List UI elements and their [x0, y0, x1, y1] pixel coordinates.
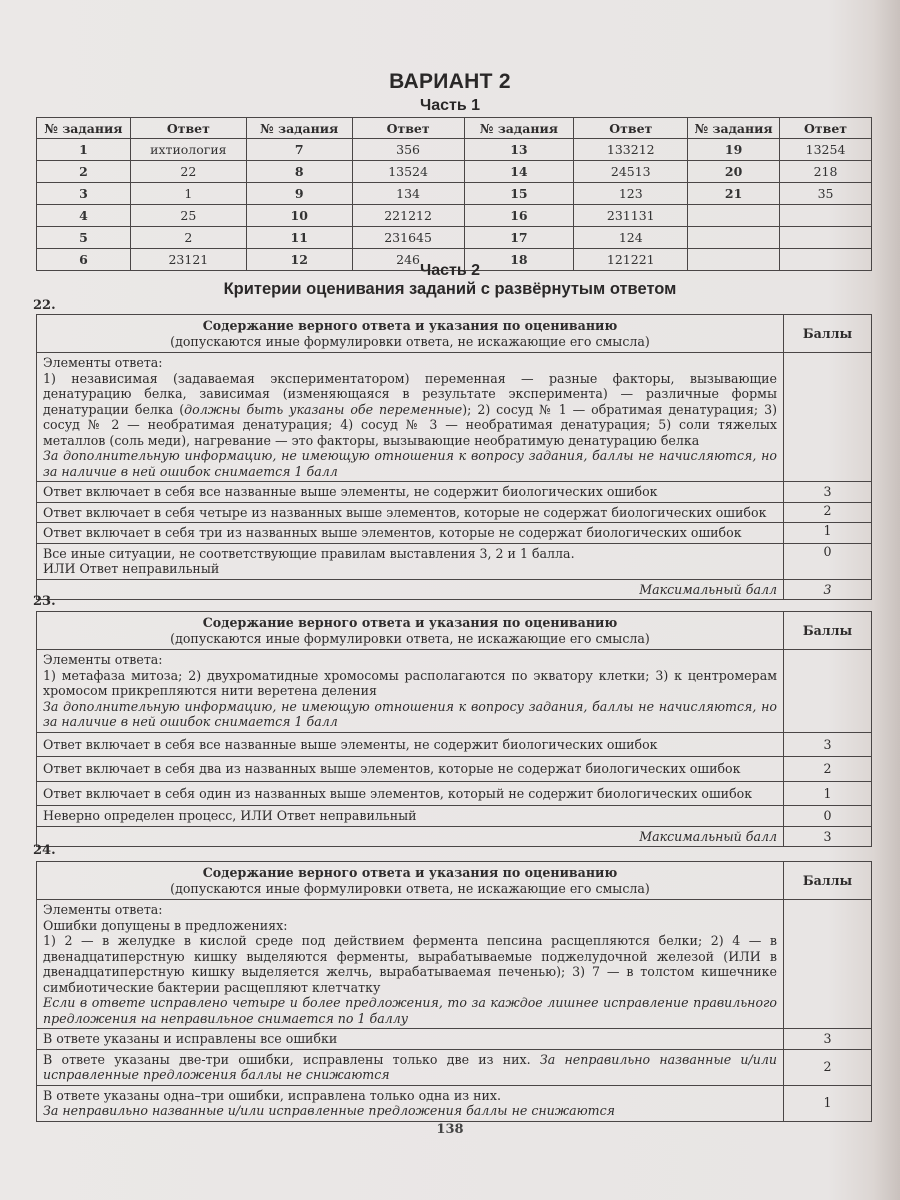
- score-text: Все иные ситуации, не соответствующие правилам выставления 3, 2 и 1 балла.: [43, 545, 575, 561]
- answer-cell: 218: [780, 161, 872, 183]
- answer-cell: 356: [352, 139, 464, 161]
- task-number-cell: 9: [246, 183, 352, 205]
- answer-cell: 35: [780, 183, 872, 205]
- answers-row: [37, 161, 872, 183]
- score-points: 0: [784, 543, 872, 579]
- score-row: [37, 1085, 872, 1121]
- max-score-points: 3: [784, 579, 872, 600]
- score-text-italic: За неправильно названные и/или исправленные предложения баллы не снижаются: [43, 1103, 616, 1118]
- score-points: 2: [784, 502, 872, 523]
- grading-note: За дополнительную информацию, не имеющую отношения к вопросу задания, баллы не начисляются, но за наличие в ней ошибок снимается 1 балл: [43, 698, 777, 729]
- answer-cell: 231131: [574, 205, 688, 227]
- column-header: Ответ: [780, 118, 872, 139]
- grading-note: Если в ответе исправлено четыре и более предложения, то за каждое лишнее исправление правильного предложения на неправильное снимается по 1 баллу: [43, 995, 777, 1026]
- max-score-label: Максимальный балл: [37, 579, 784, 600]
- score-points: 3: [784, 1029, 872, 1050]
- answer-cell: 134: [352, 183, 464, 205]
- task-number-cell: 1: [37, 139, 131, 161]
- column-header: № задания: [688, 118, 780, 139]
- points-header: Баллы: [784, 315, 872, 353]
- part1-title: Часть 1: [419, 97, 481, 114]
- score-points: 2: [784, 757, 872, 782]
- score-description: Ответ включает в себя все названные выше элементы, не содержит биологических ошибок: [37, 482, 784, 503]
- task-number: 24.: [33, 843, 56, 858]
- task-number-cell: 12: [246, 249, 352, 271]
- score-description: Ответ включает в себя три из названных выше элементов, которые не содержат биологических ошибок: [37, 523, 784, 544]
- answer-cell: 221212: [352, 205, 464, 227]
- max-score-points: 3: [784, 826, 872, 847]
- criteria-header-row: [37, 862, 872, 900]
- content-header: [37, 862, 784, 900]
- answers-row: [37, 205, 872, 227]
- score-row: [37, 482, 872, 503]
- content-header-note: (допускаются иные формулировки ответа, не искажающие его смысла): [170, 880, 650, 896]
- elements-text: 1) независимая (задаваемая экспериментатором) переменная — разные факторы, вызывающие денатурацию белка, зависимая (изменяющаяся в результате эксперимента) — различные формы денатурации белка (: [43, 370, 777, 417]
- score-description: Ответ включает в себя один из названных выше элементов, который не содержит биологических ошибок: [37, 781, 784, 806]
- score-row: [37, 1029, 872, 1050]
- elements-body: 1) 2 — в желудке в кислой среде под действием фермента пепсина расщепляются белки; 2) 4 — в двенадцатиперстную кишку выделяются ферменты, вырабатываемые поджелудочной железой (ИЛИ в двенадцатиперстную кишку выделяется желчь, вырабатываемая печенью); 3) 7 — в толстом кишечнике симбиотические бактерии расщепляют клетчатку: [43, 933, 777, 995]
- task-number-cell: 2: [37, 161, 131, 183]
- errors-label: Ошибки допущены в предложениях:: [43, 917, 288, 933]
- column-header: Ответ: [574, 118, 688, 139]
- answer-cell: 22: [130, 161, 246, 183]
- score-points: 1: [784, 523, 872, 544]
- part2-title: Часть 2: [419, 262, 481, 279]
- answer-cell: 23121: [130, 249, 246, 271]
- content-header-title: Содержание верного ответа и указания по оцениванию: [202, 615, 618, 630]
- criteria-table-24: [36, 861, 872, 1122]
- score-text: В ответе указаны две-три ошибки, исправлены только две из них.: [43, 1051, 540, 1067]
- score-points: 1: [784, 1085, 872, 1121]
- points-header: Баллы: [784, 862, 872, 900]
- score-description: [37, 543, 784, 579]
- part2-subtitle: Критерии оценивания заданий с развёрнутым ответом: [223, 280, 677, 298]
- score-description: [37, 1049, 784, 1085]
- content-header-note: (допускаются иные формулировки ответа, не искажающие его смысла): [170, 630, 650, 646]
- answer-cell: 1: [130, 183, 246, 205]
- content-header-note: (допускаются иные формулировки ответа, не искажающие его смысла): [170, 333, 650, 349]
- answer-cell: 24513: [574, 161, 688, 183]
- task-number-cell: 11: [246, 227, 352, 249]
- answer-cell: [780, 227, 872, 249]
- score-description: Ответ включает в себя все названные выше элементы, не содержит биологических ошибок: [37, 732, 784, 757]
- answer-cell: 13254: [780, 139, 872, 161]
- criteria-header-row: [37, 612, 872, 650]
- task-number-cell: 16: [464, 205, 574, 227]
- score-row: [37, 502, 872, 523]
- task-number-cell: 7: [246, 139, 352, 161]
- criteria-table-22: [36, 314, 872, 600]
- column-header: № задания: [246, 118, 352, 139]
- score-row: [37, 757, 872, 782]
- score-points: 3: [784, 732, 872, 757]
- answer-elements-row: [37, 353, 872, 482]
- task-number-cell: 3: [37, 183, 131, 205]
- content-header: [37, 315, 784, 353]
- answer-cell: 2: [130, 227, 246, 249]
- column-header: № задания: [37, 118, 131, 139]
- task-number-cell: 13: [464, 139, 574, 161]
- criteria-table-23: [36, 611, 872, 847]
- answer-elements: [37, 900, 784, 1029]
- task-number-cell: [688, 227, 780, 249]
- task-number-cell: [688, 205, 780, 227]
- elements-label: Элементы ответа:: [43, 652, 163, 667]
- answers-row: [37, 227, 872, 249]
- task-number-cell: 6: [37, 249, 131, 271]
- elements-text: ); 2) сосуд № 1 — обратимая денатурация; 3) сосуд № 2 — необратимая денатурация; 4) сосуд № 3 — необратимая денатурация; 5) соли тяжелых металлов (соль меди), нагревание — это факторы, вызывающие необратимую денатурацию белка: [43, 401, 778, 448]
- answer-cell: 133212: [574, 139, 688, 161]
- answer-cell: 123: [574, 183, 688, 205]
- answer-cell: 246: [352, 249, 464, 271]
- score-row: [37, 1049, 872, 1085]
- answers-row: [37, 183, 872, 205]
- score-description: Ответ включает в себя два из названных выше элементов, которые не содержат биологических ошибок: [37, 757, 784, 782]
- criteria-header-row: [37, 315, 872, 353]
- task-number-cell: 14: [464, 161, 574, 183]
- score-text-italic: За неправильно названные и/или исправленные предложения баллы не снижаются: [43, 1051, 777, 1082]
- score-row: [37, 543, 872, 579]
- score-points: 1: [784, 781, 872, 806]
- score-description: В ответе указаны и исправлены все ошибки: [37, 1029, 784, 1050]
- task-number-cell: 18: [464, 249, 574, 271]
- answer-cell: 121221: [574, 249, 688, 271]
- task-number: 22.: [33, 298, 56, 313]
- answers-table: [36, 117, 872, 271]
- page-number: 138: [436, 1122, 464, 1137]
- answer-elements: [37, 650, 784, 733]
- score-points: 0: [784, 806, 872, 827]
- points-header: Баллы: [784, 612, 872, 650]
- max-score-row: [37, 826, 872, 847]
- answer-cell: [780, 205, 872, 227]
- answer-elements: [37, 353, 784, 482]
- answer-cell: 124: [574, 227, 688, 249]
- answer-cell: 13524: [352, 161, 464, 183]
- score-text: В ответе указаны одна–три ошибки, исправлена только одна из них.: [43, 1087, 501, 1103]
- answers-row: [37, 139, 872, 161]
- score-points: 2: [784, 1049, 872, 1085]
- task-number-cell: 20: [688, 161, 780, 183]
- answer-elements-row: [37, 650, 872, 733]
- score-description: Неверно определен процесс, ИЛИ Ответ неправильный: [37, 806, 784, 827]
- grading-note: За дополнительную информацию, не имеющую отношения к вопросу задания, баллы не начисляются, но за наличие в ней ошибок снимается 1 балл: [43, 448, 777, 479]
- score-text: ИЛИ Ответ неправильный: [43, 561, 220, 576]
- task-number-cell: 19: [688, 139, 780, 161]
- task-number-cell: 15: [464, 183, 574, 205]
- max-score-row: [37, 579, 872, 600]
- max-score-label: Максимальный балл: [37, 826, 784, 847]
- elements-label: Элементы ответа:: [43, 355, 163, 370]
- score-row: [37, 523, 872, 544]
- score-description: [37, 1085, 784, 1121]
- score-row: [37, 781, 872, 806]
- task-number-cell: 21: [688, 183, 780, 205]
- column-header: Ответ: [130, 118, 246, 139]
- elements-text-italic: должны быть указаны обе переменные: [184, 401, 463, 417]
- elements-label: Элементы ответа:: [43, 902, 163, 917]
- answer-cell: ихтиология: [130, 139, 246, 161]
- task-number-cell: 4: [37, 205, 131, 227]
- answer-cell: 25: [130, 205, 246, 227]
- answer-cell: 231645: [352, 227, 464, 249]
- task-number-cell: 17: [464, 227, 574, 249]
- score-row: [37, 806, 872, 827]
- score-points: 3: [784, 482, 872, 503]
- task-number: 23.: [33, 594, 56, 609]
- variant-title: ВАРИАНТ 2: [389, 70, 511, 93]
- score-row: [37, 732, 872, 757]
- task-number-cell: 8: [246, 161, 352, 183]
- answers-header-row: [37, 118, 872, 139]
- content-header-title: Содержание верного ответа и указания по оцениванию: [202, 318, 618, 333]
- elements-body: [43, 371, 777, 449]
- task-number-cell: 10: [246, 205, 352, 227]
- score-description: Ответ включает в себя четыре из названных выше элементов, которые не содержат биологических ошибок: [37, 502, 784, 523]
- content-header: [37, 612, 784, 650]
- task-number-cell: 5: [37, 227, 131, 249]
- content-header-title: Содержание верного ответа и указания по оцениванию: [202, 865, 618, 880]
- column-header: № задания: [464, 118, 574, 139]
- column-header: Ответ: [352, 118, 464, 139]
- elements-body: 1) метафаза митоза; 2) двухроматидные хромосомы располагаются по экватору клетки; 3) к центромерам хромосом прикрепляются нити веретена деления: [43, 667, 777, 698]
- answer-elements-row: [37, 900, 872, 1029]
